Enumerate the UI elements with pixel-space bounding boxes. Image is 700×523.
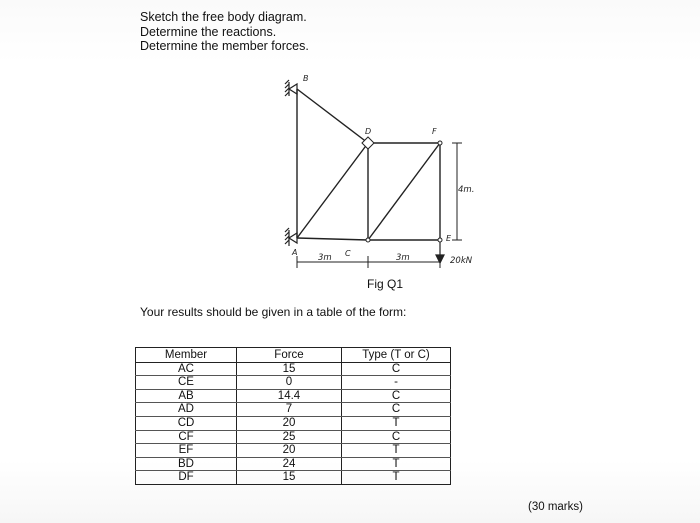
label-f: F xyxy=(432,127,437,136)
cell-member: DF xyxy=(136,471,237,485)
joint-f xyxy=(438,141,442,145)
member-ac xyxy=(297,238,368,240)
cell-member: EF xyxy=(136,444,237,458)
table-header-row xyxy=(136,348,451,363)
table-row xyxy=(136,416,451,430)
cell-type: T xyxy=(342,416,451,430)
header-member: Member xyxy=(136,348,237,363)
member-bd xyxy=(297,89,368,143)
cell-force: 0 xyxy=(237,376,342,390)
table-row xyxy=(136,403,451,417)
cell-member: AB xyxy=(136,389,237,403)
instruction-line-1: Sketch the free body diagram. xyxy=(140,10,307,24)
joints xyxy=(362,137,442,242)
cell-member: AC xyxy=(136,362,237,376)
cell-force: 7 xyxy=(237,403,342,417)
load-label: 20kN xyxy=(450,256,473,266)
joint-e xyxy=(438,238,442,242)
truss-diagram xyxy=(270,70,500,300)
cell-member: CF xyxy=(136,430,237,444)
table-row xyxy=(136,444,451,458)
table-row xyxy=(136,376,451,390)
table-row xyxy=(136,471,451,485)
cell-type: T xyxy=(342,471,451,485)
cell-type: C xyxy=(342,403,451,417)
cell-type: C xyxy=(342,362,451,376)
results-table xyxy=(135,347,451,485)
member-cf xyxy=(368,143,440,240)
dim-height: 4m. xyxy=(458,185,475,195)
load-arrow xyxy=(436,242,444,263)
support-a xyxy=(285,228,297,246)
cell-force: 20 xyxy=(237,416,342,430)
cell-member: AD xyxy=(136,403,237,417)
table-row xyxy=(136,389,451,403)
cell-force: 14.4 xyxy=(237,389,342,403)
label-d: D xyxy=(365,127,372,136)
joint-c xyxy=(366,238,370,242)
instruction-line-2: Determine the reactions. xyxy=(140,24,277,39)
cell-force: 24 xyxy=(237,457,342,471)
header-type: Type (T or C) xyxy=(342,348,451,363)
truss-members xyxy=(297,89,440,240)
cell-member: CE xyxy=(136,376,237,390)
label-e: E xyxy=(446,234,452,243)
table-row xyxy=(136,430,451,444)
dim-span-left: 3m xyxy=(318,253,332,263)
cell-type: T xyxy=(342,444,451,458)
table-intro: Your results should be given in a table of the form: xyxy=(140,305,407,319)
label-b: B xyxy=(303,74,309,83)
cell-type: T xyxy=(342,457,451,471)
table-row xyxy=(136,457,451,471)
cell-force: 15 xyxy=(237,362,342,376)
support-b xyxy=(285,80,297,96)
dim-span-right: 3m xyxy=(396,253,410,263)
instruction-line-3: Determine the member forces. xyxy=(140,39,309,53)
instructions xyxy=(140,10,309,54)
joint-d xyxy=(362,137,374,149)
cell-force: 15 xyxy=(237,471,342,485)
header-force: Force xyxy=(237,348,342,363)
cell-force: 25 xyxy=(237,430,342,444)
table-row xyxy=(136,362,451,376)
cell-force: 20 xyxy=(237,444,342,458)
cell-type: - xyxy=(342,376,451,390)
figure-caption: Fig Q1 xyxy=(367,277,404,291)
label-a: A xyxy=(292,248,298,257)
label-c: C xyxy=(345,249,351,258)
cell-type: C xyxy=(342,389,451,403)
marks-label: (30 marks) xyxy=(528,501,583,513)
member-ad xyxy=(297,143,368,238)
cell-type: C xyxy=(342,430,451,444)
cell-member: BD xyxy=(136,457,237,471)
cell-member: CD xyxy=(136,416,237,430)
